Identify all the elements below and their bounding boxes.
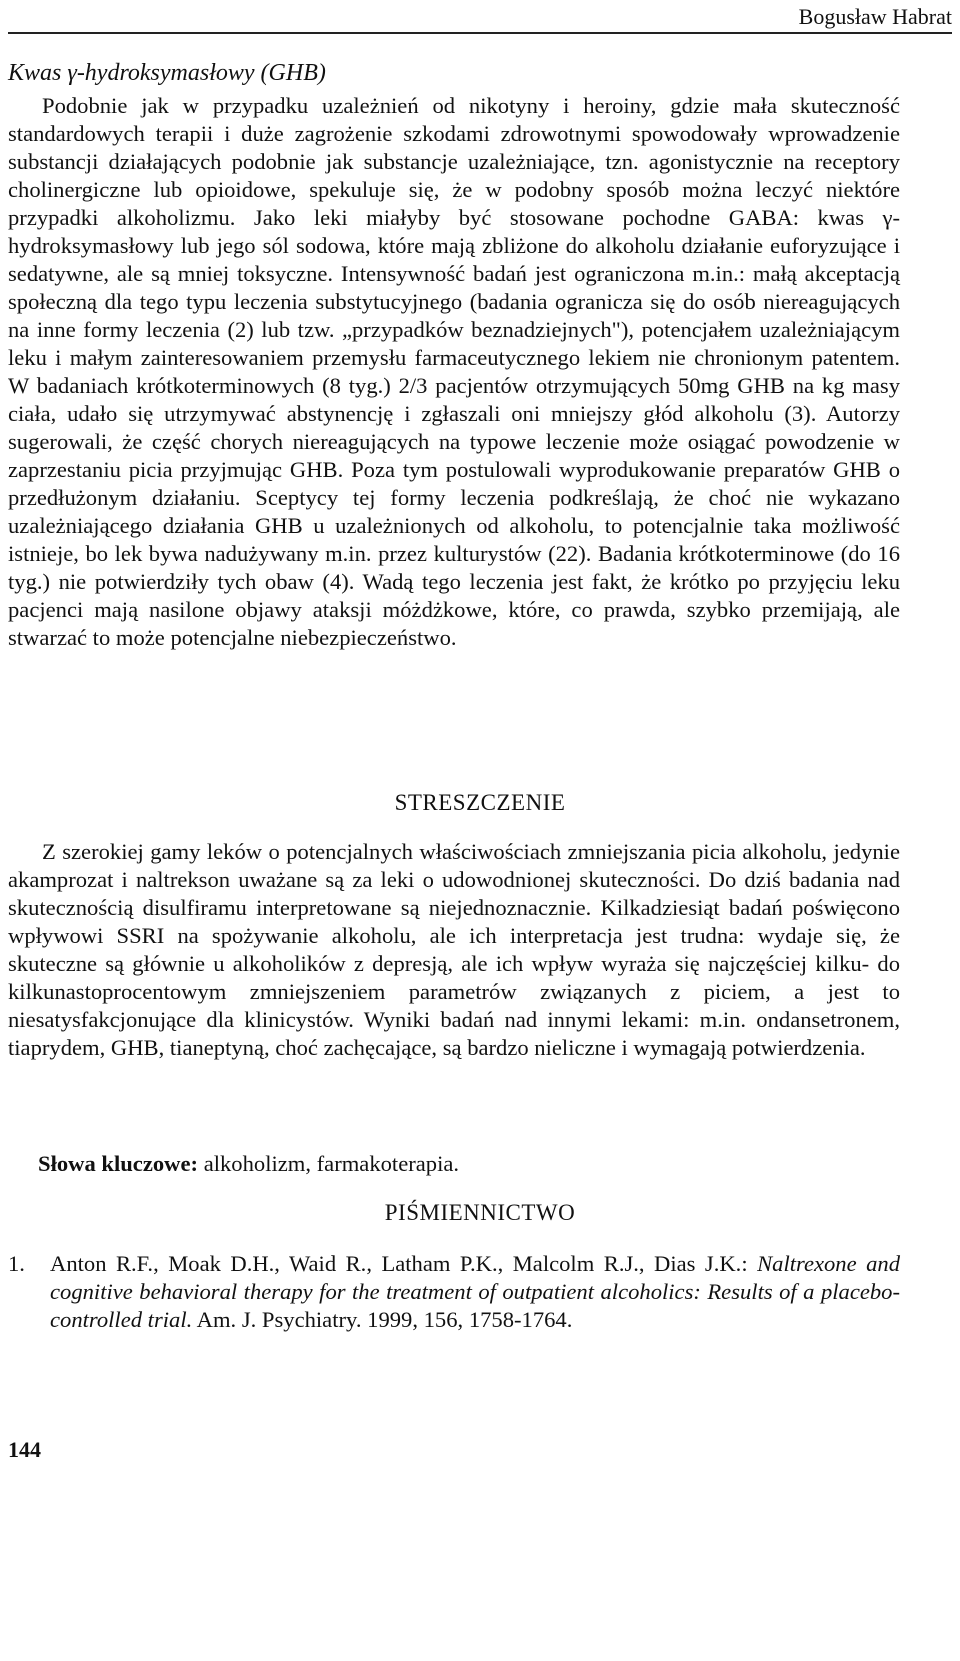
reference-source: Am. J. Psychiatry. 1999, 156, 1758-1764.	[192, 1307, 573, 1332]
running-header	[8, 2, 952, 34]
reference-number: 1.	[8, 1251, 25, 1276]
reference-item	[8, 1250, 900, 1334]
keywords-label: Słowa kluczowe:	[38, 1151, 199, 1176]
section-heading: Kwas γ-hydroksymasłowy (GHB)	[8, 60, 326, 86]
references-heading: PIŚMIENNICTWO	[384, 1200, 576, 1225]
section-paragraph: Podobnie jak w przypadku uzależnień od nikotyny i heroiny, gdzie mała skuteczność standardowych terapii i duże zagrożenie szkodami zdrowotnymi spowodowały wprowadzenie substancji działających podobnie jak substancje uzależniające, tzn. agonistycznie na receptory cholinergiczne lub opioidowe, spekuluje się, że w podobny sposób można leczyć niektóre przypadki alkoholizmu. Jako leki miałyby być stosowane pochodne GABA: kwas γ-hydroksymasłowy lub jego sól sodowa, które mają zbliżone do alkoholu działanie euforyzujące i sedatywne, ale są mniej toksyczne. Intensywność badań jest ograniczona m.in.: małą akceptacją społeczną dla tego typu leczenia substytucyjnego (badania ogranicza się do osób niereagujących na inne formy leczenia (2) lub tzw. „przypadków beznadziejnych"), potencjałem uzależniającym leku i małym zainteresowaniem przemysłu farmaceutycznego lekiem nie chronionym patentem. W badaniach krótkoterminowych (8 tyg.) 2/3 pacjentów otrzymujących 50mg GHB na kg masy ciała, udało się utrzymywać abstynencję i zgłaszali oni mniejszy głód alkoholu (3). Autorzy sugerowali, że część chorych niereagujących na typowe leczenie może osiągać powodzenie w zaprzestaniu picia przyjmując GHB. Poza tym postulowali wyprodukowanie preparatów GHB o przedłużonym działaniu. Sceptycy tej formy leczenia podkreślają, że choć nie wykazano uzależniającego działania GHB u uzależnionych od alkoholu, to potencjalnie taka możliwość istnieje, bo lek bywa nadużywany m.in. przez kulturystów (22). Badania krótkoterminowe (do 16 tyg.) nie potwierdziły tych obaw (4). Wadą tego leczenia jest fakt, że krótko po przyjęciu leku pacjenci mają nasilone objawy ataksji móżdżkowe, które, co prawda, szybko przemijają, ale stwarzać to może potencjalne niebezpieczeństwo.	[8, 93, 900, 650]
abstract-paragraph: Z szerokiej gamy leków o potencjalnych właściwościach zmniejszania picia alkoholu, jedynie akamprozat i naltrekson uważane są za leki o udowodnionej skuteczności. Do dziś badania nad skutecznością disulfiramu interpretowane są niejednoznacznie. Kilkadziesiąt badań poświęcono wpływowi SSRI na spożywanie alkoholu, ale ich interpretacja jest trudna: wydaje się, że skuteczne są głównie u alkoholików z depresją, ale ich wpływ wyraża się najczęściej kilku- do kilkunastoprocentowym zmniejszeniem parametrów związanych z piciem, a jest to niesatysfakcjonujące dla klinicystów. Wyniki badań nad innymi lekami: m.in. ondansetronem, tiaprydem, GHB, tianeptyną, choć zachęcające, są bardzo nieliczne i wymagają potwierdzenia.	[8, 839, 900, 1060]
header-author: Bogusław Habrat	[798, 4, 952, 29]
keywords-text: alkoholizm, farmakoterapia.	[198, 1151, 460, 1176]
page-number: 144	[8, 1437, 41, 1462]
reference-authors: Anton R.F., Moak D.H., Waid R., Latham P.K., Malcolm R.J., Dias J.K.:	[50, 1251, 758, 1276]
abstract-heading: STRESZCZENIE	[394, 790, 566, 815]
reference-title: Naltrexone and cognitive behavioral therapy for the treatment of outpatient alcoholics: Results of a placebo-controlled trial.	[50, 1251, 900, 1332]
keywords-line	[38, 1150, 459, 1178]
reference-body	[50, 1250, 900, 1334]
